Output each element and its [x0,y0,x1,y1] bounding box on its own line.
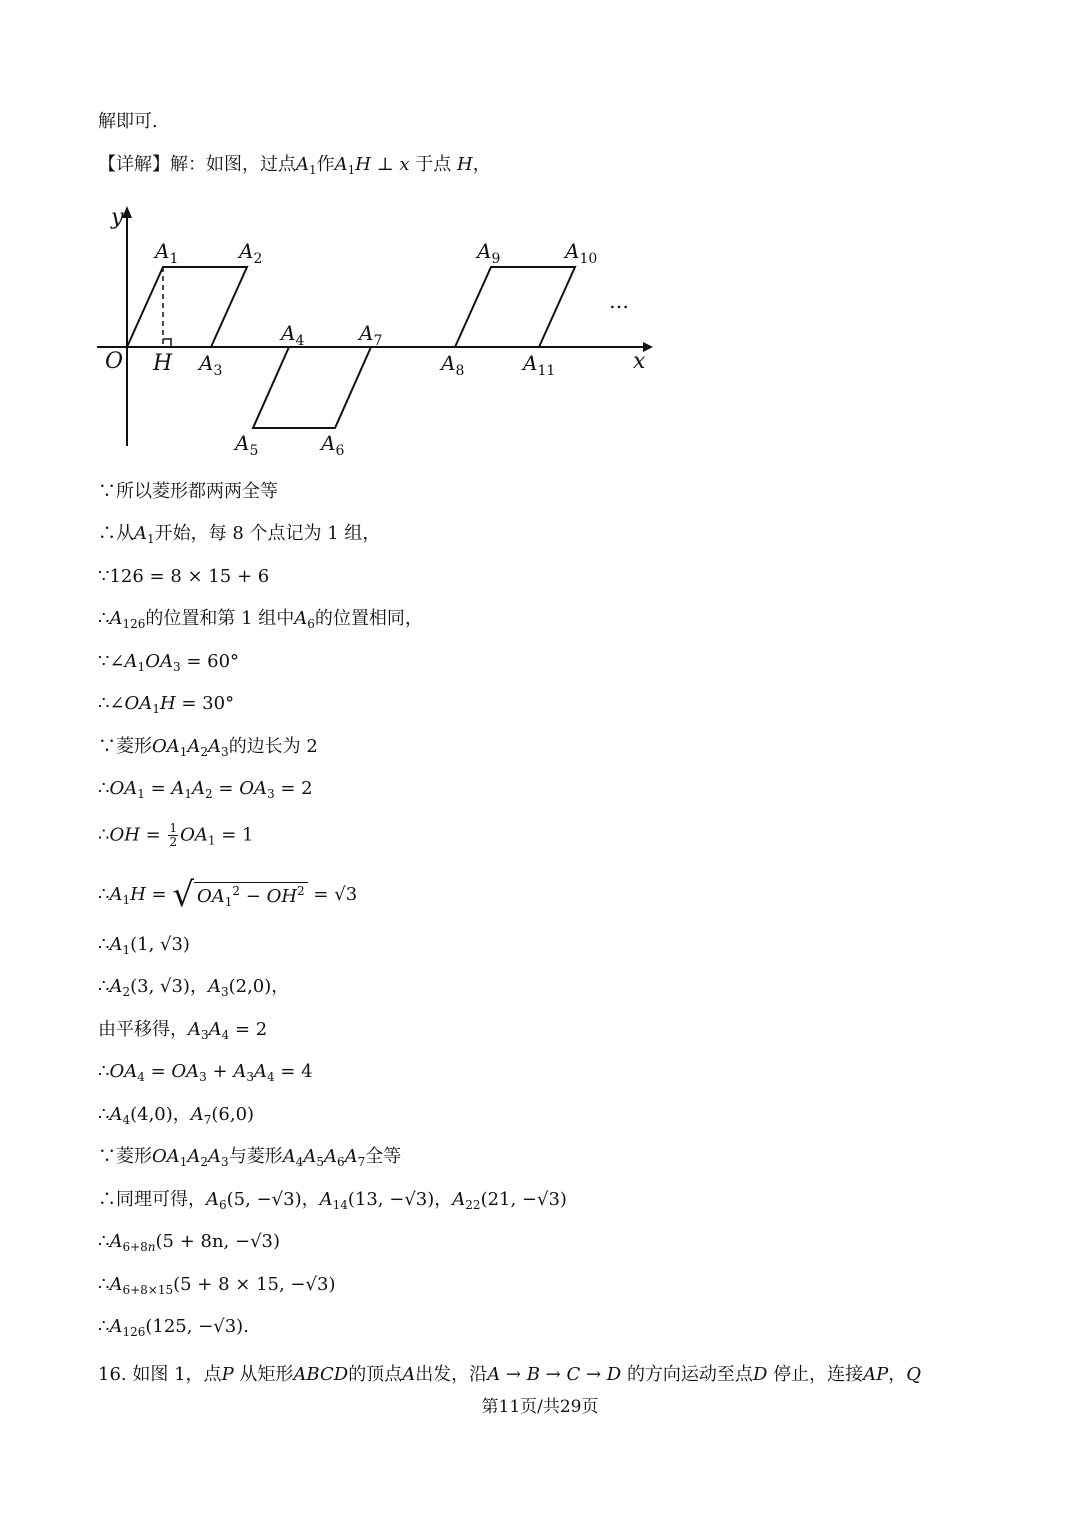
step-10: $\therefore A_1H$ = √ $OA_1^2 - OH^2 = √3$ [98,875,358,915]
origin-label: O [105,349,124,374]
step-19: $\therefore A_{6+8\times 15}(5 + 8 \times 15$, −√3) [98,1274,336,1297]
point-label-a1: $A_1$ [155,239,179,267]
step-2: ∴从$A_1$开始，每 8 个点记为 1 组， [98,523,381,546]
axis-y-label: y [111,205,124,230]
question-16: 16. 如图 1，点P 从矩形ABCD的顶点A出发，沿A → B → C → D 的方向运动至点D 停止，连接AP，Q [98,1364,921,1385]
step-8: $\therefore OA_1 = A_1A_2 = OA_3 = 2$ [98,778,313,801]
step-7: ∵菱形$OA_1A_2A_3$的边长为 2 [98,736,318,759]
step-9: ∴OH = $\frac{1}{2}$ $OA_1 = 1$ [98,821,254,849]
point-label-a2: $A_2$ [239,239,263,267]
step-6: $\therefore\angle OA_1H = 30^\circ$ [98,693,235,716]
step-12: $\therefore A_2(3$, √3)，$A_3(2,0)$， [98,976,290,999]
point-label-a11: $A_{11}$ [523,351,556,379]
axis-x-label: x [633,349,646,374]
point-label-a7: $A_7$ [359,321,383,349]
point-label-a4: $A_4$ [281,321,305,349]
point-label-a6: $A_6$ [321,431,345,459]
point-label-a5: $A_5$ [235,431,259,459]
step-13: 由平移得，$A_3A_4 = 2$ [98,1019,268,1042]
ellipsis: … [609,289,629,313]
step-4: $\therefore A_{126}$的位置和第 1 组中$A_6$的位置相同， [98,608,423,631]
step-16: ∵菱形$OA_1A_2A_3$与菱形$A_4A_5A_6A_7$全等 [98,1146,402,1169]
point-label-a9: $A_9$ [477,239,501,267]
step-5: $\because\angle A_1OA_3 = 60^\circ$ [98,651,240,674]
step-14: $\therefore OA_4 = OA_3 + A_3A_4 = 4$ [98,1061,313,1084]
point-label-a10: $A_{10}$ [565,239,598,267]
step-11: $\therefore A_1(1$, √3) [98,934,190,957]
intro-tail: 解即可. [98,111,158,132]
step-15: $\therefore A_4(4,0)$，$A_7(6,0)$ [98,1104,255,1127]
page-footer: 第11页/共29页 [481,1397,599,1417]
step-17: ∴同理可得，$A_6(5$, −√3)，$A_{14}(13$, −√3)，$A_{22}(21$, −√3) [98,1189,567,1212]
step-3: ∵126 = 8 × 15 + 6 [98,566,270,587]
step-1: ∵所以菱形都两两全等 [98,481,278,502]
point-label-a3: $A_3$ [199,351,223,379]
detail-line: 【详解】解：如图，过点$A_1$作$A_1H$ ⊥ x 于点 H， [98,154,491,177]
rhombus-figure [95,200,665,462]
step-20: $\therefore A_{126}(125$, −√3). [98,1316,249,1339]
step-18: $\therefore A_{6+8n}(5 + 8n$, −√3) [98,1231,281,1254]
point-label-a8: $A_8$ [441,351,465,379]
foot-h-label: H [153,351,173,376]
